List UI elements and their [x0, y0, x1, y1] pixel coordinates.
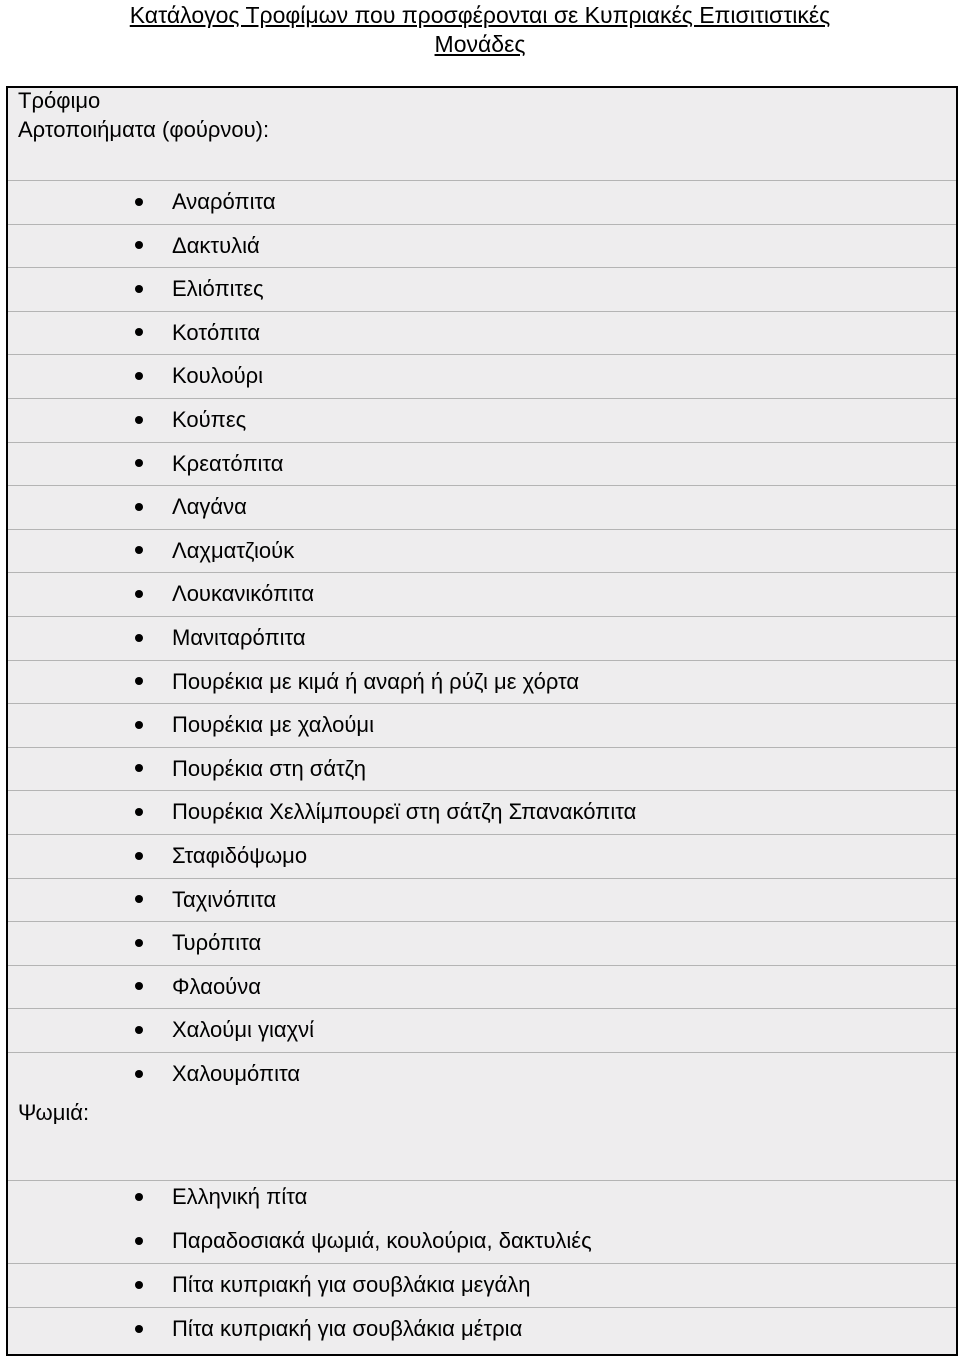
- section-label-bakery: Αρτοποιήματα (φούρνου):: [18, 117, 270, 142]
- bullet-icon: [135, 1281, 143, 1289]
- list-item: [8, 572, 956, 615]
- list-item-text: Σταφιδόψωμο: [172, 843, 308, 868]
- list-item: [8, 1219, 956, 1262]
- list-item-text: Λουκανικόπιτα: [172, 581, 315, 607]
- bullet-icon: [135, 721, 143, 729]
- list-item: [8, 1008, 956, 1051]
- list-item-text: Ταχινόπιτα: [172, 886, 277, 912]
- bullet-icon: [135, 1325, 143, 1333]
- list-item: [8, 834, 956, 877]
- list-item-text: Φλαούνα: [172, 973, 261, 999]
- list-item: [8, 790, 956, 833]
- bullet-icon: [135, 852, 143, 860]
- list-item: [8, 878, 956, 921]
- bullet-icon: [135, 677, 143, 685]
- food-table: [6, 86, 958, 1356]
- bullet-icon: [135, 503, 143, 511]
- list-item: [8, 703, 956, 746]
- list-item-text: Πουρέκια στη σάτζη: [172, 755, 367, 781]
- list-item-text: Κρεατόπιτα: [172, 450, 284, 476]
- page-title: [0, 0, 960, 59]
- list-item: [8, 485, 956, 528]
- list-item-text: Πίτα κυπριακή για σουβλάκια μέτρια: [172, 1316, 523, 1341]
- list-item: [8, 311, 956, 354]
- list-item: [8, 398, 956, 441]
- bullet-icon: [135, 1070, 143, 1078]
- bullet-icon: [135, 1193, 143, 1201]
- list-item: [8, 1307, 956, 1350]
- list-item: [8, 1052, 956, 1095]
- bullet-icon: [135, 546, 143, 554]
- list-item: [8, 660, 956, 703]
- bullet-icon: [135, 634, 143, 642]
- list-item: [8, 529, 956, 572]
- list-item-text: Ελληνική πίτα: [172, 1184, 308, 1209]
- list-item-text: Πίτα κυπριακή για σουβλάκια μεγάλη: [172, 1272, 531, 1297]
- list-item-text: Χαλουμόπιτα: [172, 1061, 301, 1086]
- list-item: [8, 1263, 956, 1306]
- bullet-icon: [135, 459, 143, 467]
- list-item-text: Λαχματζιούκ: [172, 537, 295, 563]
- bullet-icon: [135, 1026, 143, 1034]
- bullet-icon: [135, 416, 143, 424]
- list-item-text: Αναρόπιτα: [172, 189, 276, 214]
- list-item-text: Λαγάνα: [172, 494, 247, 520]
- bullet-icon: [135, 1237, 143, 1245]
- list-item: [8, 921, 956, 964]
- bullet-icon: [135, 372, 143, 380]
- bullet-icon: [135, 285, 143, 293]
- list-item-text: Χαλούμι γιαχνί: [172, 1017, 315, 1043]
- list-item: [8, 442, 956, 485]
- section-label-breads: Ψωμιά:: [18, 1100, 90, 1125]
- list-item: [8, 224, 956, 267]
- bullet-icon: [135, 198, 143, 206]
- list-item-text: Παραδοσιακά ψωμιά, κουλούρια, δακτυλιές: [172, 1228, 592, 1253]
- list-item-text: Ελιόπιτες: [172, 276, 264, 302]
- list-item: [8, 616, 956, 659]
- list-item: [8, 1175, 956, 1218]
- list-item: [8, 267, 956, 310]
- list-item: [8, 965, 956, 1008]
- bullet-icon: [135, 241, 143, 249]
- list-item-text: Κουλούρι: [172, 363, 264, 389]
- list-item: [8, 354, 956, 397]
- list-item-text: Δακτυλιά: [172, 232, 260, 258]
- page-title-line-1: Κατάλογος Τροφίμων που προσφέρονται σε Κυπριακές Επισιτιστικές: [129, 2, 831, 28]
- page-title-line-2: Μονάδες: [434, 31, 526, 57]
- list-item-text: Πουρέκια με κιμά ή αναρή ή ρύζι με χόρτα: [172, 668, 580, 694]
- list-item-text: Πουρέκια με χαλούμι: [172, 712, 374, 738]
- list-item-text: Τυρόπιτα: [172, 930, 262, 956]
- bullet-icon: [135, 590, 143, 598]
- bullet-icon: [135, 939, 143, 947]
- bullet-icon: [135, 764, 143, 772]
- bullet-icon: [135, 808, 143, 816]
- list-item-text: Μανιταρόπιτα: [172, 625, 306, 650]
- list-item: [8, 747, 956, 790]
- bullet-icon: [135, 895, 143, 903]
- bullet-icon: [135, 328, 143, 336]
- list-item-text: Κοτόπιτα: [172, 319, 261, 345]
- list-item-text: Κούπες: [172, 407, 247, 432]
- column-header-food: Τρόφιμο: [18, 88, 101, 113]
- list-item: [8, 180, 956, 223]
- list-item-text: Πουρέκια Χελλίμπουρεϊ στη σάτζη Σπανακόπιτα: [172, 799, 637, 825]
- bullet-icon: [135, 982, 143, 990]
